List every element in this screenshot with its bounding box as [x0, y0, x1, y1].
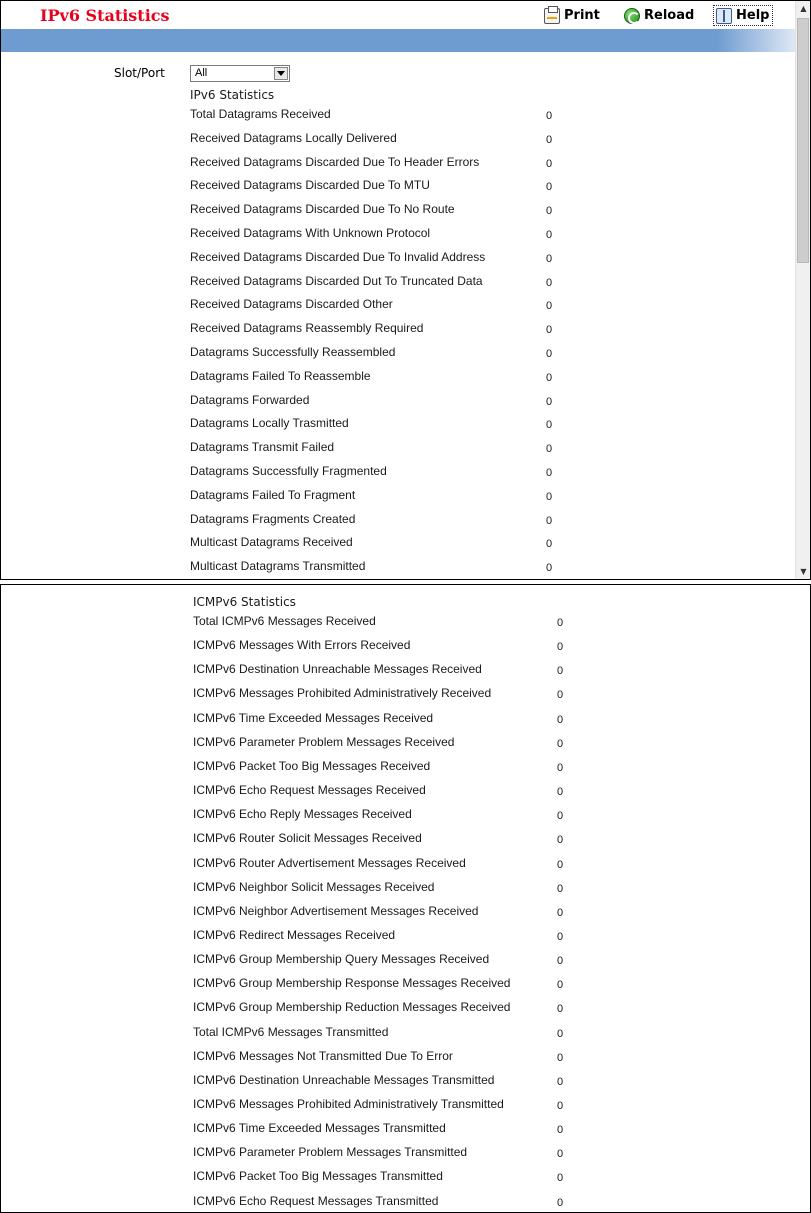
stat-label: Datagrams Forwarded	[190, 392, 310, 407]
stat-value: 0	[546, 538, 553, 551]
stat-label: ICMPv6 Parameter Problem Messages Received	[193, 734, 455, 749]
stat-value: 0	[546, 371, 553, 384]
stat-value: 0	[546, 276, 553, 289]
stat-value: 0	[557, 1124, 564, 1137]
stat-value: 0	[557, 665, 564, 678]
stat-label: ICMPv6 Destination Unreachable Messages Received	[193, 662, 482, 677]
scroll-thumb[interactable]	[797, 18, 809, 263]
stat-value: 0	[546, 205, 553, 218]
page-title: IPv6 Statistics	[40, 6, 170, 25]
stat-label: Datagrams Successfully Fragmented	[190, 464, 387, 478]
stat-label: ICMPv6 Router Solicit Messages Received	[193, 831, 422, 846]
stat-value: 0	[557, 1027, 564, 1040]
stat-label: ICMPv6 Messages With Errors Received	[193, 638, 411, 653]
stat-label: ICMPv6 Neighbor Solicit Messages Received	[193, 879, 435, 894]
stat-label: ICMPv6 Group Membership Query Messages Received	[193, 952, 490, 967]
stat-value: 0	[557, 858, 564, 871]
stat-value: 0	[546, 348, 553, 360]
stat-value: 0	[546, 110, 553, 122]
stat-value: 0	[557, 1148, 564, 1161]
stat-label: Received Datagrams Discarded Due To MTU	[190, 178, 430, 193]
stat-label: Total ICMPv6 Messages Received	[193, 614, 376, 628]
help-icon	[716, 8, 732, 24]
stat-value: 0	[557, 1075, 564, 1088]
stat-value: 0	[557, 810, 564, 823]
stat-label: ICMPv6 Packet Too Big Messages Received	[193, 758, 431, 773]
stat-label: Datagrams Failed To Reassemble	[190, 368, 371, 383]
stat-value: 0	[557, 955, 564, 968]
stat-value: 0	[557, 1003, 564, 1016]
stat-value: 0	[557, 834, 564, 847]
stat-value: 0	[546, 467, 553, 479]
scroll-up-icon[interactable]: ▲	[796, 1, 811, 16]
reload-button[interactable]	[624, 6, 694, 25]
stat-label: ICMPv6 Group Membership Response Messages Received	[193, 976, 511, 991]
stat-value: 0	[557, 786, 564, 799]
stat-label: Received Datagrams Reassembly Required	[190, 321, 424, 336]
stat-value: 0	[557, 713, 564, 726]
stat-label: Received Datagrams Discarded Dut To Truncated Data	[190, 273, 483, 288]
dropdown-arrow-icon[interactable]	[274, 67, 288, 80]
stat-value: 0	[546, 133, 553, 146]
stat-value: 0	[546, 395, 553, 408]
stat-label: Datagrams Successfully Reassembled	[190, 345, 396, 359]
stat-value: 0	[546, 157, 553, 170]
stat-label: Received Datagrams Discarded Due To Header Errors	[190, 154, 480, 169]
stat-value: 0	[557, 1172, 564, 1185]
stat-value: 0	[557, 689, 564, 702]
stat-label: ICMPv6 Neighbor Advertisement Messages Received	[193, 903, 479, 918]
stat-label: Total Datagrams Received	[190, 107, 331, 121]
print-icon	[544, 8, 560, 24]
ipv6-statistics-frame	[0, 0, 811, 580]
icmpv6-statistics-frame	[0, 584, 811, 1213]
stat-label: Multicast Datagrams Received	[190, 535, 353, 550]
stat-value: 0	[557, 979, 564, 992]
stat-label: ICMPv6 Echo Request Messages Transmitted	[193, 1193, 439, 1208]
icmpv6-section-title: ICMPv6 Statistics	[193, 595, 296, 609]
help-label: Help	[736, 8, 770, 23]
stat-label: ICMPv6 Parameter Problem Messages Transmitted	[193, 1145, 468, 1160]
print-button[interactable]	[544, 6, 600, 25]
stat-label: ICMPv6 Messages Prohibited Administratively Received	[193, 686, 492, 701]
page-header	[1, 1, 796, 29]
stat-value: 0	[546, 300, 553, 313]
stat-label: ICMPv6 Destination Unreachable Messages Transmitted	[193, 1072, 495, 1087]
stat-label: Total ICMPv6 Messages Transmitted	[193, 1024, 389, 1039]
stat-value: 0	[546, 252, 553, 265]
stat-label: ICMPv6 Echo Reply Messages Received	[193, 807, 412, 822]
stat-value: 0	[546, 419, 553, 432]
stat-label: Received Datagrams With Unknown Protocol	[190, 226, 431, 240]
stat-value: 0	[557, 906, 564, 919]
reload-icon	[624, 8, 640, 24]
slot-port-value: All	[195, 67, 208, 79]
stat-label: ICMPv6 Time Exceeded Messages Received	[193, 710, 434, 725]
stat-value: 0	[557, 617, 564, 629]
stat-value: 0	[557, 737, 564, 750]
stat-label: Datagrams Locally Trasmitted	[190, 416, 349, 431]
help-button[interactable]	[713, 5, 773, 26]
ipv6-section-title: IPv6 Statistics	[190, 88, 275, 102]
stat-label: ICMPv6 Messages Prohibited Administratively Transmitted	[193, 1097, 504, 1111]
stat-label: Datagrams Transmit Failed	[190, 440, 335, 455]
stat-value: 0	[557, 641, 564, 654]
stat-value: 0	[546, 324, 553, 337]
stat-label: Datagrams Fragments Created	[190, 511, 356, 526]
stat-value: 0	[546, 514, 553, 527]
stat-label: Multicast Datagrams Transmitted	[190, 559, 366, 574]
stat-label: Received Datagrams Locally Delivered	[190, 130, 397, 145]
stat-label: ICMPv6 Router Advertisement Messages Received	[193, 855, 466, 870]
stat-label: ICMPv6 Group Membership Reduction Messages Received	[193, 1000, 511, 1015]
stat-value: 0	[546, 229, 553, 241]
stat-value: 0	[557, 1100, 564, 1112]
stat-label: Datagrams Failed To Fragment	[190, 487, 356, 502]
scroll-down-icon[interactable]: ▼	[796, 564, 811, 579]
slot-port-select[interactable]	[190, 65, 290, 82]
stat-value: 0	[557, 882, 564, 895]
stat-value: 0	[546, 562, 553, 575]
stat-label: ICMPv6 Messages Not Transmitted Due To Error	[193, 1048, 453, 1063]
stat-value: 0	[557, 761, 564, 774]
print-label: Print	[564, 8, 600, 23]
stat-label: ICMPv6 Time Exceeded Messages Transmitted	[193, 1121, 446, 1136]
reload-label: Reload	[644, 8, 695, 23]
header-band	[1, 29, 796, 52]
stat-label: ICMPv6 Echo Request Messages Received	[193, 783, 426, 798]
stat-label: Received Datagrams Discarded Due To No Route	[190, 202, 455, 217]
stat-label: Received Datagrams Discarded Due To Invalid Address	[190, 249, 486, 264]
stat-value: 0	[557, 930, 564, 943]
vertical-scrollbar[interactable]	[795, 1, 810, 579]
stat-value: 0	[546, 181, 553, 194]
stat-value: 0	[546, 443, 553, 456]
stat-value: 0	[557, 1196, 564, 1209]
stat-label: ICMPv6 Packet Too Big Messages Transmitted	[193, 1169, 443, 1184]
stat-label: Received Datagrams Discarded Other	[190, 297, 393, 312]
stat-value: 0	[557, 1051, 564, 1064]
stat-value: 0	[546, 490, 553, 503]
slot-port-label: Slot/Port	[114, 66, 165, 80]
stat-label: ICMPv6 Redirect Messages Received	[193, 927, 396, 942]
